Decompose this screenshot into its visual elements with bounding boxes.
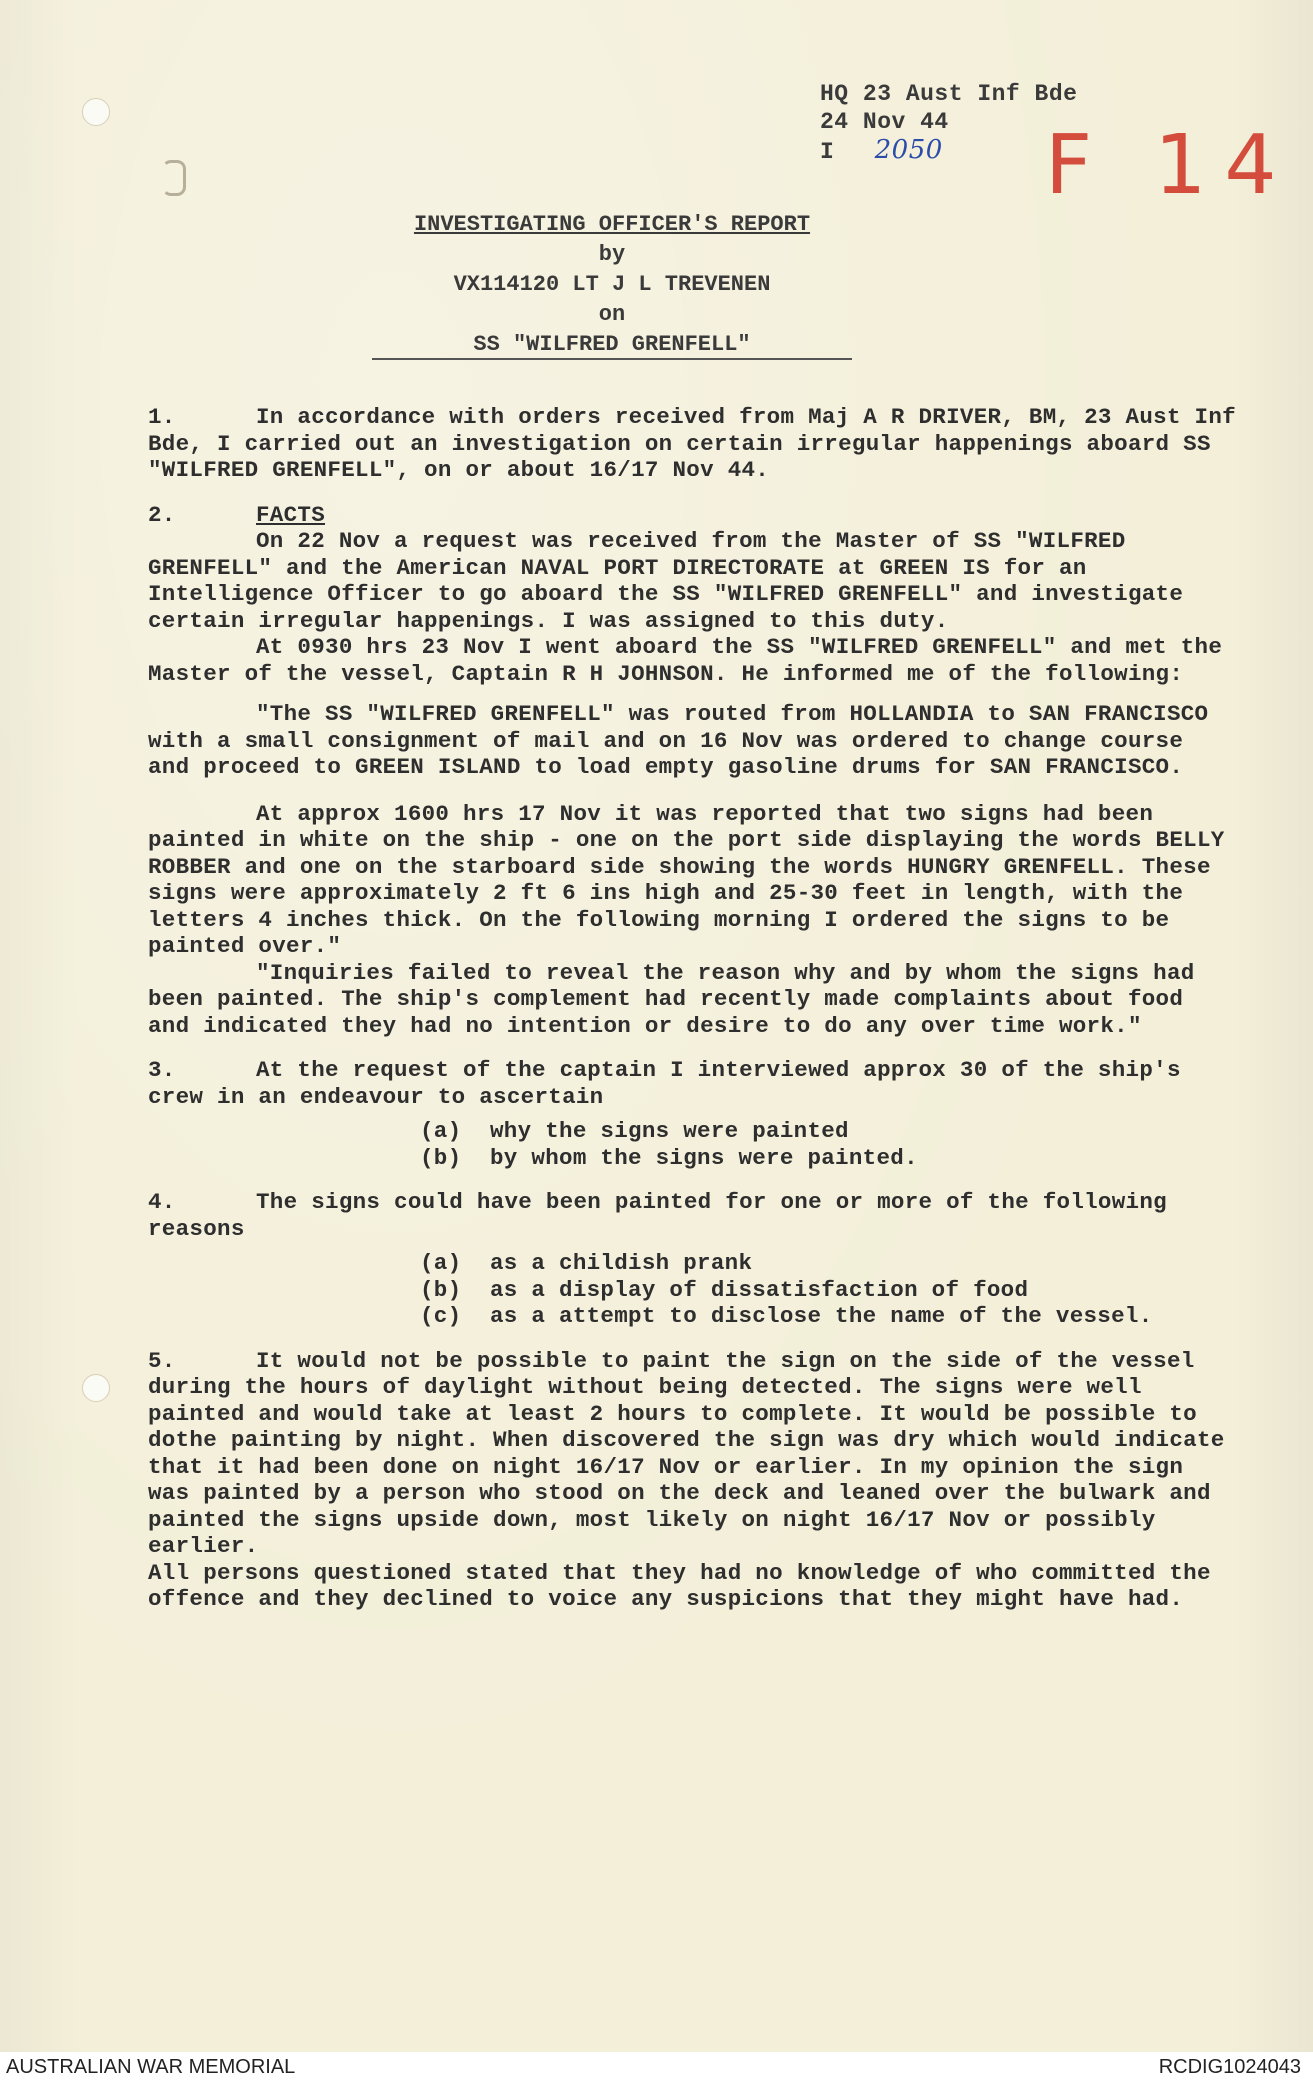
title-line-3: VX114120 LT J L TREVENEN [453, 272, 771, 297]
section-heading: FACTS [256, 501, 326, 528]
archive-id: RCDIG1024043 [1158, 2056, 1301, 2078]
list-key: (a) [420, 1250, 462, 1276]
paragraph-number: 4. [148, 1189, 176, 1215]
list-item [420, 1277, 1238, 1304]
title-line-4: on [598, 302, 626, 327]
reason-list [420, 1118, 1238, 1171]
title-line-1: INVESTIGATING OFFICER'S REPORT [413, 212, 811, 237]
header-unit: HQ 23 Aust Inf Bde [820, 81, 1078, 107]
paragraph-4 [148, 1189, 1238, 1330]
paragraph-text: All persons questioned stated that they had no knowledge of who committed the offence and they declined to voice any suspicions that they might have had. [148, 1559, 1211, 1612]
list-key: (a) [420, 1118, 462, 1144]
punch-hole-bottom [82, 1374, 110, 1402]
paragraph-text: At the request of the captain I interviewed approx 30 of the ship's crew in an endeavour to ascertain [148, 1057, 1181, 1110]
paragraph-text: On 22 Nov a request was received from the Master of SS "WILFRED GRENFELL" and the American NAVAL PORT DIRECTORATE at GREEN IS for an Intelligence Officer to go aboard the SS "WILFRED GRENFELL" and investigate certain irregular happenings. I was assigned to this duty. [148, 528, 1184, 634]
list-key: (c) [420, 1303, 462, 1329]
header-ref-prefix: I [820, 139, 835, 165]
list-item [420, 1250, 1238, 1277]
paragraph-3 [148, 1057, 1238, 1171]
list-key: (b) [420, 1276, 462, 1303]
paragraph-1 [148, 404, 1238, 484]
staple-mark [162, 160, 186, 196]
paragraph-number: 3. [148, 1057, 176, 1083]
list-item [420, 1303, 1238, 1330]
paragraph-number: 1. [148, 404, 176, 430]
paragraph-number: 2. [148, 501, 176, 528]
title-line-5: SS "WILFRED GRENFELL" [473, 332, 751, 357]
paragraph-number: 5. [148, 1347, 176, 1374]
paragraph-text: The signs could have been painted for one or more of the following reasons [148, 1189, 1167, 1242]
title-underline [372, 358, 852, 360]
list-text: why the signs were painted [490, 1118, 849, 1144]
reference-header [820, 80, 1077, 166]
paragraph-text: "The SS "WILFRED GRENFELL" was routed from HOLLANDIA to SAN FRANCISCO with a small consignment of mail and on 16 Nov was ordered to change course and proceed to GREEN ISLAND to load empty gasoline drums for SAN FRANCISCO. [148, 701, 1209, 780]
header-ref-handwritten: 2050 [874, 135, 943, 165]
paragraph-5 [148, 1348, 1238, 1613]
report-title [372, 210, 852, 360]
list-text: by whom the signs were painted. [490, 1144, 918, 1171]
list-key: (b) [420, 1144, 462, 1171]
paragraph-text: It would not be possible to paint the sign on the side of the vessel during the hours of daylight without being detected. The signs were well painted and would take at least 2 hours to complete. It would be possible to dothe painting by night. When discovered the sign was dry which would indicate that it had been done on night 16/17 Nov or earlier. In my opinion the sign was painted by a person who stood on the deck and leaned over the bulwark and painted the signs upside down, most likely on night 16/17 Nov or possibly earlier. [148, 1347, 1225, 1559]
archive-name: AUSTRALIAN WAR MEMORIAL [6, 2056, 296, 2078]
title-line-2: by [598, 242, 626, 267]
paragraph-text: "Inquiries failed to reveal the reason why and by whom the signs had been painted. The ship's complement had recently made complaints about food and indicated they had no intention or desire to do any over time work." [148, 959, 1195, 1039]
list-text: as a attempt to disclose the name of the vessel. [490, 1303, 1153, 1329]
list-text: as a display of dissatisfaction of food [490, 1276, 1029, 1303]
paragraph-2 [148, 502, 1238, 1040]
paragraph-text: At approx 1600 hrs 17 Nov it was reported that two signs had been painted in white on the ship - one on the port side displaying the words BELLY ROBBER and one on the starboard side showing the words HUNGRY GRENFELL. These signs were approximately 2 ft 6 ins high and 25-30 feet in length, with the letters 4 inches thick. On the following morning I ordered the signs to be painted over." [148, 800, 1225, 959]
paragraph-text: At 0930 hrs 23 Nov I went aboard the SS "WILFRED GRENFELL" and met the Master of the vessel, Captain R H JOHNSON. He informed me of the following: [148, 634, 1223, 687]
header-ref [820, 136, 1077, 166]
archive-footer [0, 2052, 1313, 2082]
reason-list [420, 1250, 1238, 1330]
header-date: 24 Nov 44 [820, 109, 949, 135]
report-body [148, 404, 1238, 1631]
folio-stamp: F 14 [1045, 118, 1295, 213]
list-text: as a childish prank [490, 1250, 753, 1276]
paragraph-text: In accordance with orders received from Maj A R DRIVER, BM, 23 Aust Inf Bde, I carried out an investigation on certain irregular happenings aboard SS "WILFRED GRENFELL", on or about 16/17 Nov 44. [148, 404, 1236, 483]
list-item [420, 1118, 1238, 1145]
punch-hole-top [82, 98, 110, 126]
list-item [420, 1145, 1238, 1172]
